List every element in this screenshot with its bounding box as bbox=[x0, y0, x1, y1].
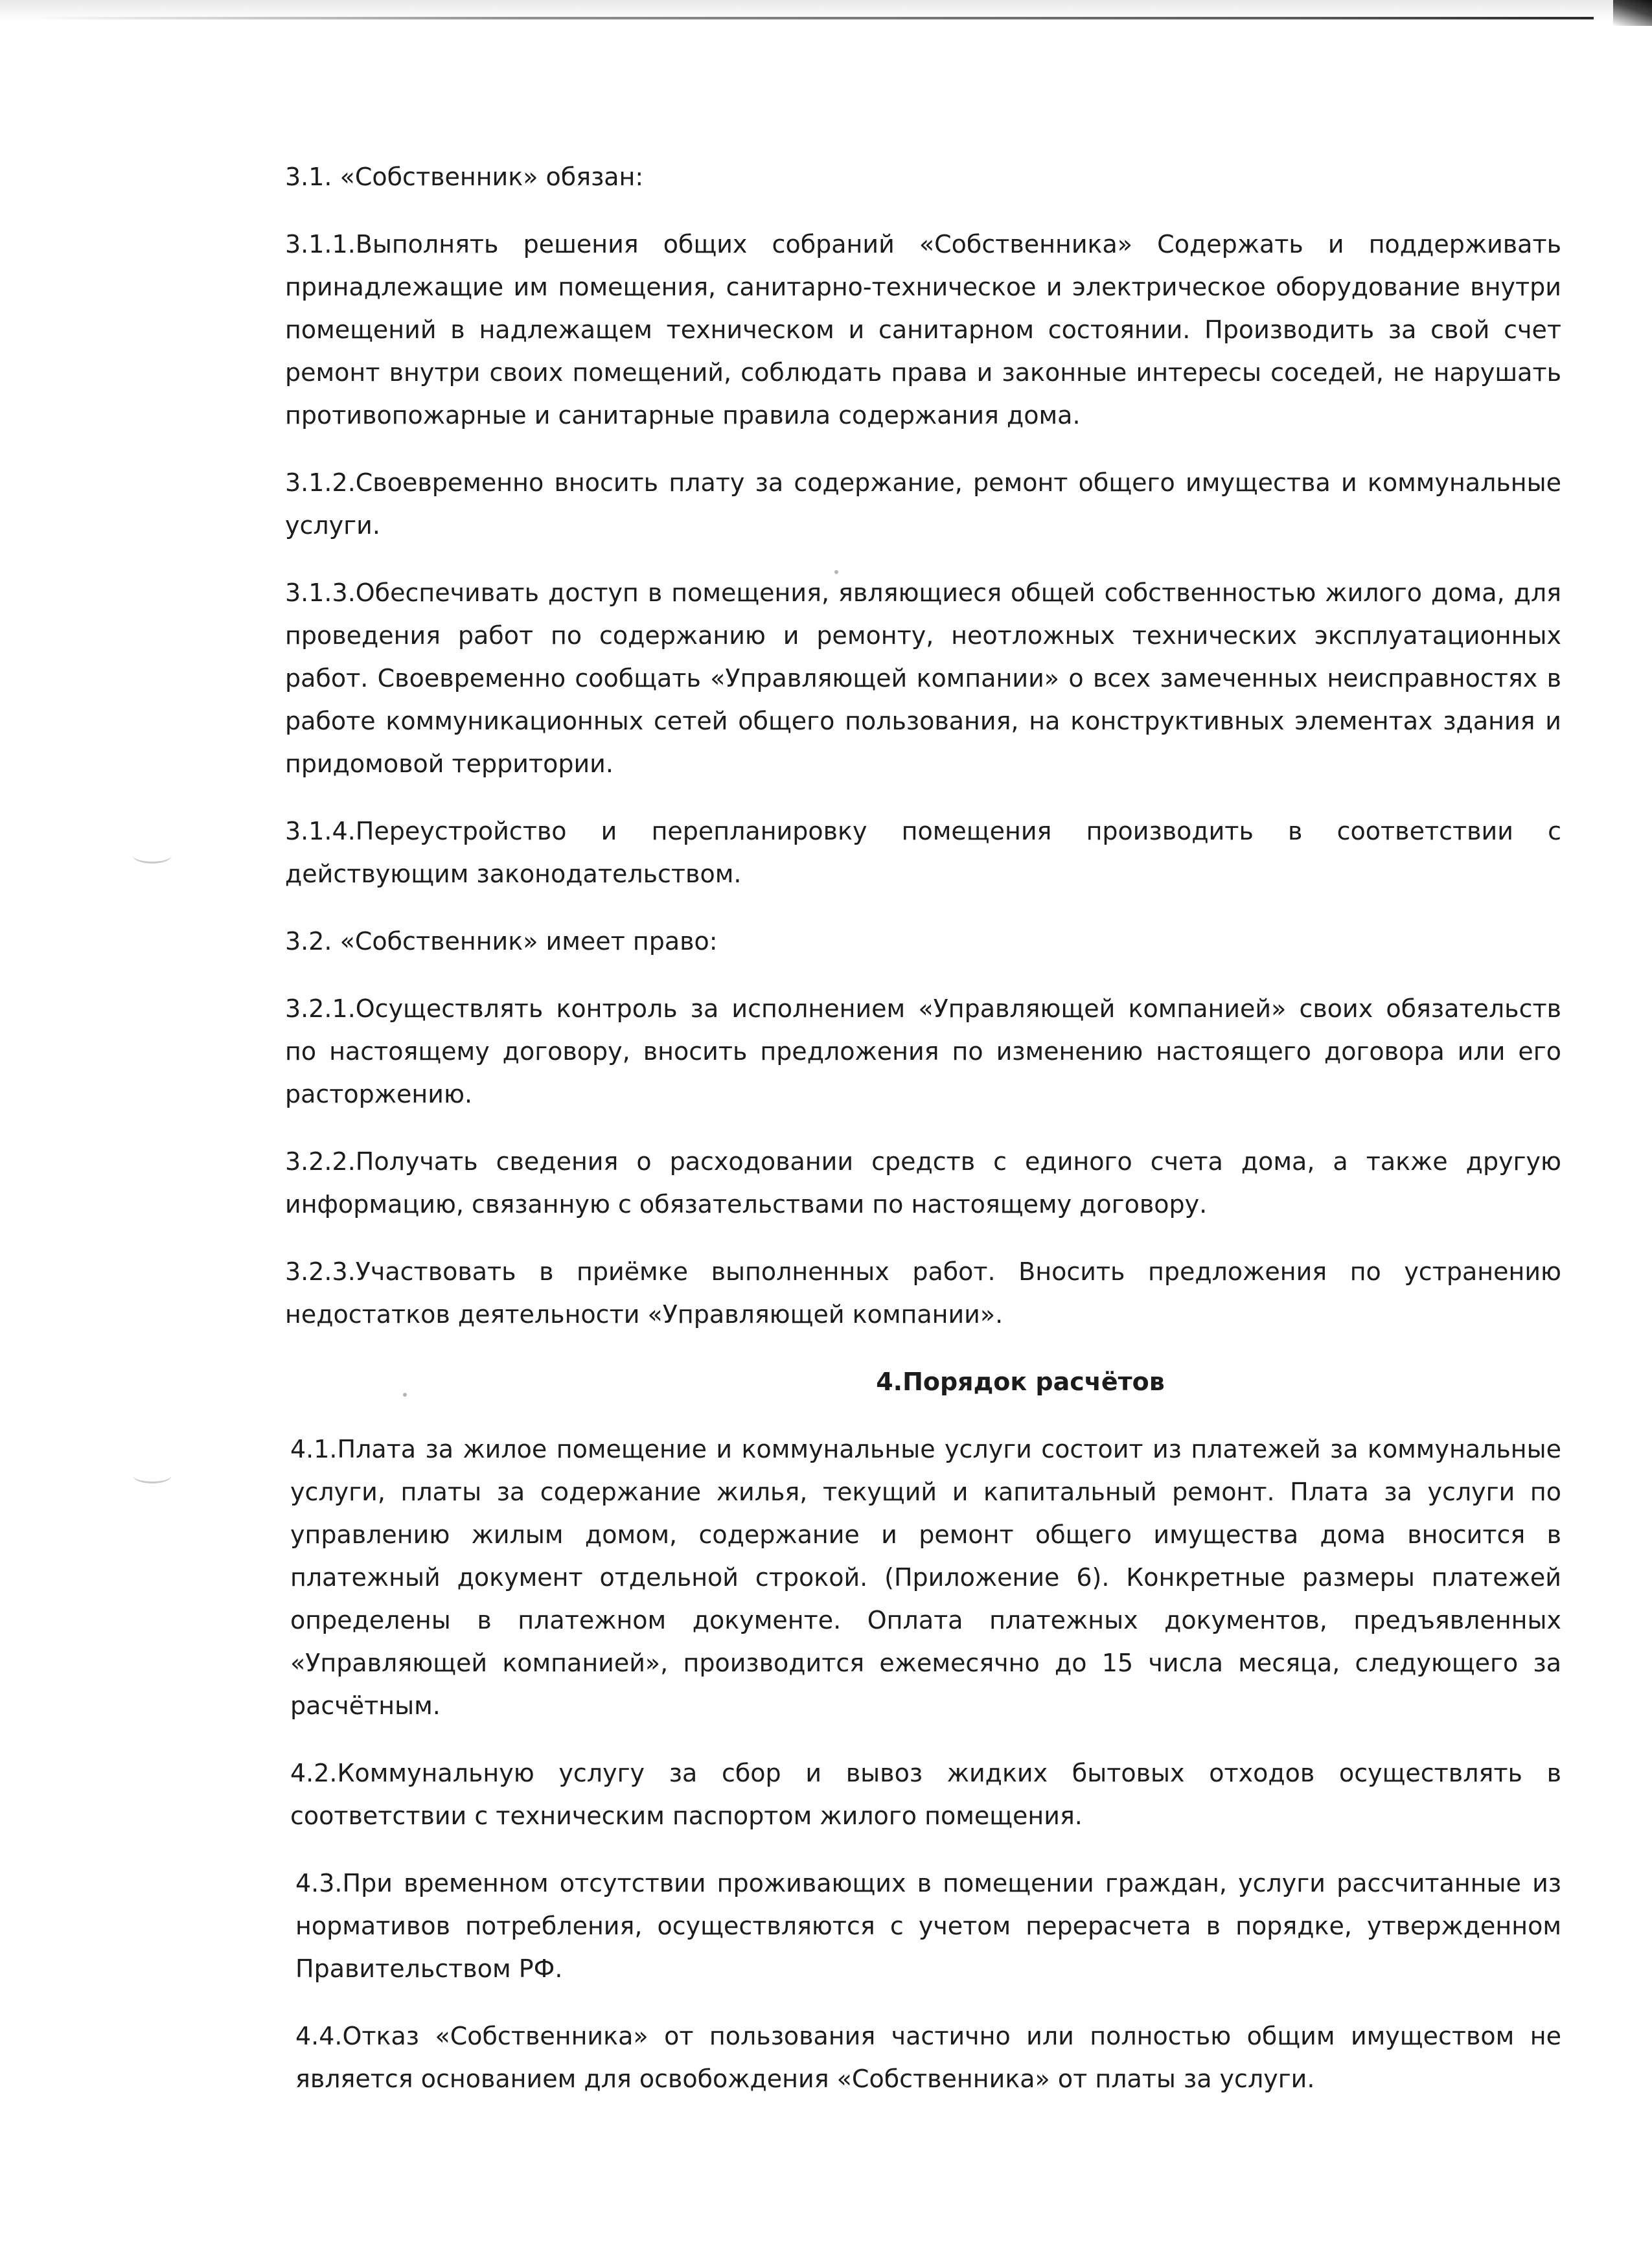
paragraph-3-2: 3.2. «Собственник» имеет право: bbox=[285, 927, 718, 956]
paragraph-4-2: 4.2.Коммунальную услугу за сбор и вывоз жидких бытовых отходов осуществлять в соответствии с техническим паспортом жилого помещения. bbox=[290, 1759, 1561, 1830]
paragraph-3-2-3: 3.2.3.Участвовать в приёмке выполненных работ. Вносить предложения по устранению недостатков деятельности «Управляющей компании». bbox=[285, 1257, 1561, 1329]
punch-hole-mark bbox=[133, 847, 172, 864]
paragraph-3-1-2: 3.1.2.Своевременно вносить плату за содержание, ремонт общего имущества и коммунальные услуги. bbox=[285, 468, 1561, 540]
paragraph-3-1-4: 3.1.4.Переустройство и перепланировку помещения производить в соответствии с действующим законодательством. bbox=[285, 817, 1561, 888]
punch-hole-mark bbox=[133, 1467, 172, 1483]
paragraph-3-1-1: 3.1.1.Выполнять решения общих собраний «Собственника» Содержать и поддерживать принадлежащие им помещения, санитарно-техническое и электрическое оборудование внутри помещений в надлежащем техническом и санитарном состоянии. Производить за свой счет ремонт внутри своих помещений, соблюдать права и законные интересы соседей, не нарушать противопожарные и санитарные правила содержания дома. bbox=[285, 230, 1561, 430]
scan-corner-shadow bbox=[1613, 0, 1652, 26]
scan-artifact-line bbox=[39, 17, 1594, 19]
paragraph-3-1-3: 3.1.3.Обеспечивать доступ в помещения, являющиеся общей собственностью жилого дома, для проведения работ по содержанию и ремонту, неотложных технических эксплуатационных работ. Своевременно сообщать «Управляющей компании» о всех замеченных неисправностях в работе коммуникационных сетей общего пользования, на конструктивных элементах здания и придомовой территории. bbox=[285, 578, 1561, 778]
paragraph-3-1: 3.1. «Собственник» обязан: bbox=[285, 163, 644, 191]
paragraph-4-4: 4.4.Отказ «Собственника» от пользования частично или полностью общим имуществом не является основанием для освобождения «Собственника» от платы за услуги. bbox=[295, 2022, 1561, 2093]
paragraph-4-3: 4.3.При временном отсутствии проживающих в помещении граждан, услуги рассчитанные из нормативов потребления, осуществляются с учетом перерасчета в порядке, утвержденном Правительством РФ. bbox=[295, 1869, 1561, 1983]
paragraph-4-1: 4.1.Плата за жилое помещение и коммунальные услуги состоит из платежей за коммунальные услуги, платы за содержание жилья, текущий и капитальный ремонт. Плата за услуги по управлению жилым домом, содержание и ремонт общего имущества дома вносится в платежный документ отдельной строкой. (Приложение 6). Конкретные размеры платежей определены в платежном документе. Оплата платежных документов, предъявленных «Управляющей компанией», производится ежемесячно до 15 числа месяца, следующего за расчётным. bbox=[290, 1435, 1561, 1720]
document-body bbox=[285, 155, 1561, 2125]
section-4-heading: 4.Порядок расчётов bbox=[876, 1368, 1165, 1396]
paragraph-3-2-1: 3.2.1.Осуществлять контроль за исполнением «Управляющей компанией» своих обязательств по настоящему договору, вносить предложения по изменению настоящего договора или его расторжению. bbox=[285, 994, 1561, 1108]
paragraph-3-2-2: 3.2.2.Получать сведения о расходовании средств с единого счета дома, а также другую информацию, связанную с обязательствами по настоящему договору. bbox=[285, 1147, 1561, 1219]
